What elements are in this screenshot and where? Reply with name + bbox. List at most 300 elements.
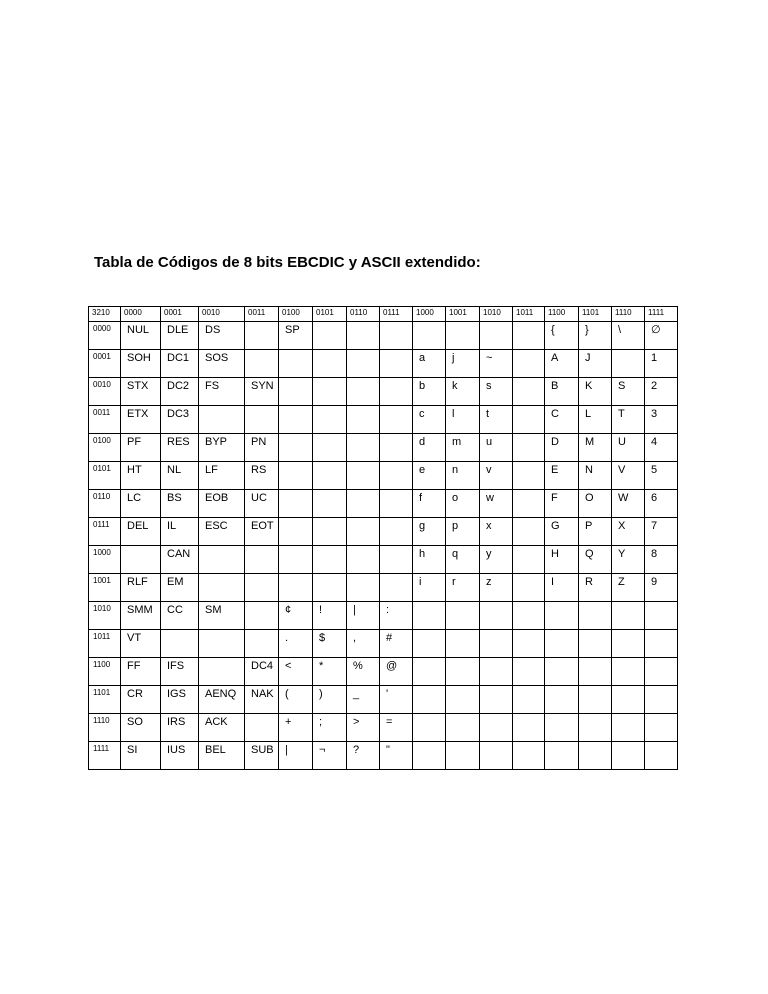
table-cell — [347, 434, 380, 462]
table-cell: IFS — [161, 658, 199, 686]
table-cell — [513, 686, 545, 714]
table-cell: ! — [313, 602, 347, 630]
table-cell — [579, 686, 612, 714]
table-cell: D — [545, 434, 579, 462]
table-cell — [480, 322, 513, 350]
table-cell: NAK — [245, 686, 279, 714]
row-header-cell: 0100 — [89, 434, 121, 462]
table-cell: n — [446, 462, 480, 490]
table-cell — [313, 490, 347, 518]
table-cell: 8 — [645, 546, 678, 574]
table-cell: CC — [161, 602, 199, 630]
table-row — [89, 574, 678, 602]
table-cell: v — [480, 462, 513, 490]
table-row — [89, 546, 678, 574]
table-cell: EOB — [199, 490, 245, 518]
table-cell: VT — [121, 630, 161, 658]
table-cell — [413, 322, 446, 350]
table-cell — [245, 546, 279, 574]
table-cell: CAN — [161, 546, 199, 574]
table-cell: H — [545, 546, 579, 574]
table-cell — [313, 378, 347, 406]
column-header-cell: 1010 — [480, 307, 513, 322]
table-cell: SUB — [245, 742, 279, 770]
table-cell — [380, 518, 413, 546]
table-cell: STX — [121, 378, 161, 406]
table-cell: L — [579, 406, 612, 434]
table-cell: ¢ — [279, 602, 313, 630]
table-cell: e — [413, 462, 446, 490]
table-cell: @ — [380, 658, 413, 686]
table-cell: EM — [161, 574, 199, 602]
row-header-cell: 0010 — [89, 378, 121, 406]
table-cell: IL — [161, 518, 199, 546]
table-cell: A — [545, 350, 579, 378]
table-cell — [513, 490, 545, 518]
table-row — [89, 742, 678, 770]
row-header-cell: 1101 — [89, 686, 121, 714]
table-cell: RES — [161, 434, 199, 462]
table-cell: x — [480, 518, 513, 546]
table-cell — [513, 462, 545, 490]
table-cell — [480, 630, 513, 658]
table-cell — [612, 658, 645, 686]
table-cell — [413, 630, 446, 658]
column-header-cell: 0011 — [245, 307, 279, 322]
table-cell: BEL — [199, 742, 245, 770]
table-row — [89, 434, 678, 462]
table-cell: EOT — [245, 518, 279, 546]
table-cell — [645, 658, 678, 686]
table-cell — [279, 546, 313, 574]
table-cell — [480, 602, 513, 630]
table-cell: b — [413, 378, 446, 406]
table-cell — [347, 462, 380, 490]
row-header-cell: 0111 — [89, 518, 121, 546]
table-cell: ) — [313, 686, 347, 714]
page-title: Tabla de Códigos de 8 bits EBCDIC y ASCII extendido: — [94, 254, 481, 271]
table-cell — [199, 574, 245, 602]
table-cell — [513, 378, 545, 406]
table-cell — [313, 434, 347, 462]
table-cell: ETX — [121, 406, 161, 434]
table-cell: s — [480, 378, 513, 406]
table-cell: ESC — [199, 518, 245, 546]
table-cell: z — [480, 574, 513, 602]
table-cell: K — [579, 378, 612, 406]
table-row — [89, 686, 678, 714]
row-header-cell: 0001 — [89, 350, 121, 378]
table-cell: h — [413, 546, 446, 574]
table-cell: PF — [121, 434, 161, 462]
table-cell — [645, 630, 678, 658]
table-cell: # — [380, 630, 413, 658]
row-header-cell: 1000 — [89, 546, 121, 574]
table-cell — [513, 714, 545, 742]
table-cell — [380, 350, 413, 378]
table-cell: O — [579, 490, 612, 518]
table-cell: m — [446, 434, 480, 462]
table-cell — [347, 378, 380, 406]
table-cell: { — [545, 322, 579, 350]
table-cell: % — [347, 658, 380, 686]
table-cell: ¬ — [313, 742, 347, 770]
table-cell — [413, 658, 446, 686]
table-cell — [313, 546, 347, 574]
table-cell — [313, 322, 347, 350]
table-cell — [513, 658, 545, 686]
table-row — [89, 630, 678, 658]
table-cell: y — [480, 546, 513, 574]
table-cell — [513, 518, 545, 546]
table-cell — [313, 462, 347, 490]
table-cell — [612, 630, 645, 658]
table-cell: f — [413, 490, 446, 518]
table-cell: p — [446, 518, 480, 546]
table-cell — [380, 546, 413, 574]
table-cell — [513, 322, 545, 350]
table-cell — [480, 658, 513, 686]
table-cell: 1 — [645, 350, 678, 378]
table-cell — [645, 686, 678, 714]
table-cell: Z — [612, 574, 645, 602]
table-cell — [313, 574, 347, 602]
table-cell: 3 — [645, 406, 678, 434]
table-cell — [612, 350, 645, 378]
table-cell — [612, 686, 645, 714]
table-cell: 7 — [645, 518, 678, 546]
column-header-cell: 0111 — [380, 307, 413, 322]
table-row — [89, 602, 678, 630]
table-cell: B — [545, 378, 579, 406]
table-cell: FF — [121, 658, 161, 686]
table-cell: 2 — [645, 378, 678, 406]
column-header-cell: 1101 — [579, 307, 612, 322]
column-header-cell: 1000 — [413, 307, 446, 322]
table-cell: NL — [161, 462, 199, 490]
table-cell — [513, 630, 545, 658]
table-cell — [446, 714, 480, 742]
table-cell: N — [579, 462, 612, 490]
table-cell: C — [545, 406, 579, 434]
table-cell — [513, 434, 545, 462]
table-cell: DEL — [121, 518, 161, 546]
table-row — [89, 658, 678, 686]
table-header-row — [89, 307, 678, 322]
table-cell: < — [279, 658, 313, 686]
row-header-cell: 1010 — [89, 602, 121, 630]
table-cell — [279, 406, 313, 434]
table-row — [89, 714, 678, 742]
table-cell — [579, 742, 612, 770]
table-cell — [347, 406, 380, 434]
table-cell: $ — [313, 630, 347, 658]
table-cell — [313, 406, 347, 434]
table-cell: R — [579, 574, 612, 602]
table-cell — [199, 546, 245, 574]
table-cell — [645, 742, 678, 770]
table-cell: F — [545, 490, 579, 518]
table-cell: DC1 — [161, 350, 199, 378]
table-cell: BS — [161, 490, 199, 518]
table-cell: DC3 — [161, 406, 199, 434]
table-cell — [313, 518, 347, 546]
table-cell — [380, 490, 413, 518]
table-cell: ' — [380, 686, 413, 714]
table-cell — [480, 686, 513, 714]
table-row — [89, 406, 678, 434]
table-cell — [380, 322, 413, 350]
table-cell: . — [279, 630, 313, 658]
table-cell — [645, 714, 678, 742]
table-cell — [279, 490, 313, 518]
column-header-cell: 1100 — [545, 307, 579, 322]
table-cell — [446, 742, 480, 770]
table-cell: PN — [245, 434, 279, 462]
table-cell — [545, 742, 579, 770]
table-cell: q — [446, 546, 480, 574]
table-cell: w — [480, 490, 513, 518]
table-cell: : — [380, 602, 413, 630]
row-header-cell: 1110 — [89, 714, 121, 742]
table-cell: SMM — [121, 602, 161, 630]
table-cell: SM — [199, 602, 245, 630]
table-cell — [579, 714, 612, 742]
table-cell: FS — [199, 378, 245, 406]
table-cell — [245, 714, 279, 742]
table-cell — [245, 406, 279, 434]
table-cell: | — [347, 602, 380, 630]
row-header-cell: 1001 — [89, 574, 121, 602]
table-cell — [513, 406, 545, 434]
column-header-cell: 0010 — [199, 307, 245, 322]
table-cell: ~ — [480, 350, 513, 378]
table-cell — [413, 714, 446, 742]
table-cell: DC2 — [161, 378, 199, 406]
table-cell — [579, 630, 612, 658]
table-row — [89, 518, 678, 546]
table-cell: a — [413, 350, 446, 378]
table-row — [89, 350, 678, 378]
table-cell — [579, 602, 612, 630]
table-cell: M — [579, 434, 612, 462]
row-header-cell: 0011 — [89, 406, 121, 434]
table-cell: E — [545, 462, 579, 490]
column-header-cell: 1001 — [446, 307, 480, 322]
column-header-cell: 0100 — [279, 307, 313, 322]
table-cell — [245, 350, 279, 378]
table-cell — [279, 350, 313, 378]
header-corner-cell: 3210 — [89, 307, 121, 322]
table-cell: SP — [279, 322, 313, 350]
table-cell — [279, 518, 313, 546]
column-header-cell: 0000 — [121, 307, 161, 322]
table-cell — [612, 742, 645, 770]
table-cell — [347, 350, 380, 378]
table-cell: k — [446, 378, 480, 406]
table-cell — [446, 322, 480, 350]
table-cell: j — [446, 350, 480, 378]
table-cell — [513, 742, 545, 770]
table-cell — [612, 602, 645, 630]
table-cell — [545, 630, 579, 658]
table-cell: J — [579, 350, 612, 378]
table-cell — [513, 546, 545, 574]
table-cell — [612, 714, 645, 742]
table-cell: g — [413, 518, 446, 546]
column-header-cell: 0110 — [347, 307, 380, 322]
table-cell: DLE — [161, 322, 199, 350]
table-cell — [121, 546, 161, 574]
table-cell — [380, 574, 413, 602]
table-cell — [245, 602, 279, 630]
table-cell: u — [480, 434, 513, 462]
table-cell: ( — [279, 686, 313, 714]
table-cell: IRS — [161, 714, 199, 742]
table-cell: SI — [121, 742, 161, 770]
table-cell: V — [612, 462, 645, 490]
table-cell: d — [413, 434, 446, 462]
table-cell: IUS — [161, 742, 199, 770]
table-cell: S — [612, 378, 645, 406]
row-header-cell: 1111 — [89, 742, 121, 770]
table-cell: DC4 — [245, 658, 279, 686]
table-cell: X — [612, 518, 645, 546]
column-header-cell: 1011 — [513, 307, 545, 322]
table-cell — [545, 658, 579, 686]
table-cell — [413, 686, 446, 714]
table-row — [89, 490, 678, 518]
table-cell: ? — [347, 742, 380, 770]
table-cell: c — [413, 406, 446, 434]
table-cell — [413, 742, 446, 770]
table-cell — [380, 434, 413, 462]
table-cell — [380, 406, 413, 434]
table-cell — [347, 546, 380, 574]
table-cell: i — [413, 574, 446, 602]
table-cell: RS — [245, 462, 279, 490]
table-cell — [380, 462, 413, 490]
table-cell — [446, 686, 480, 714]
table-cell: = — [380, 714, 413, 742]
table-cell: ; — [313, 714, 347, 742]
table-cell: W — [612, 490, 645, 518]
row-header-cell: 1011 — [89, 630, 121, 658]
table-cell: Y — [612, 546, 645, 574]
table-cell — [446, 658, 480, 686]
table-cell: BYP — [199, 434, 245, 462]
table-cell — [545, 602, 579, 630]
table-cell: 4 — [645, 434, 678, 462]
table-cell: _ — [347, 686, 380, 714]
table-cell — [579, 658, 612, 686]
table-cell: * — [313, 658, 347, 686]
column-header-cell: 0101 — [313, 307, 347, 322]
table-cell: G — [545, 518, 579, 546]
table-cell: RLF — [121, 574, 161, 602]
table-cell: UC — [245, 490, 279, 518]
table-cell: HT — [121, 462, 161, 490]
table-cell — [545, 714, 579, 742]
table-cell: ACK — [199, 714, 245, 742]
table-cell: SYN — [245, 378, 279, 406]
column-header-cell: 1111 — [645, 307, 678, 322]
table-cell — [347, 322, 380, 350]
table-cell — [279, 434, 313, 462]
table-cell — [645, 602, 678, 630]
table-cell: NUL — [121, 322, 161, 350]
table-cell: SO — [121, 714, 161, 742]
table-cell — [279, 574, 313, 602]
table-cell: o — [446, 490, 480, 518]
table-cell: Q — [579, 546, 612, 574]
table-cell: SOS — [199, 350, 245, 378]
table-cell: 9 — [645, 574, 678, 602]
table-cell: + — [279, 714, 313, 742]
table-cell: I — [545, 574, 579, 602]
table-cell — [446, 630, 480, 658]
table-cell — [199, 630, 245, 658]
table-cell — [245, 322, 279, 350]
table-cell — [446, 602, 480, 630]
table-cell: LF — [199, 462, 245, 490]
table-cell: } — [579, 322, 612, 350]
table-cell — [279, 462, 313, 490]
table-cell — [513, 574, 545, 602]
table-cell — [513, 602, 545, 630]
table-cell — [347, 518, 380, 546]
table-cell — [199, 406, 245, 434]
table-cell: > — [347, 714, 380, 742]
table-row — [89, 378, 678, 406]
table-cell — [545, 686, 579, 714]
row-header-cell: 0110 — [89, 490, 121, 518]
table-row — [89, 322, 678, 350]
table-cell: SOH — [121, 350, 161, 378]
table-cell: AENQ — [199, 686, 245, 714]
table-cell: \ — [612, 322, 645, 350]
table-cell — [380, 378, 413, 406]
table-cell: P — [579, 518, 612, 546]
column-header-cell: 1110 — [612, 307, 645, 322]
table-cell — [279, 378, 313, 406]
table-cell — [161, 630, 199, 658]
table-cell: ∅ — [645, 322, 678, 350]
table-cell — [347, 490, 380, 518]
table-cell — [245, 630, 279, 658]
table-cell: r — [446, 574, 480, 602]
table-cell — [313, 350, 347, 378]
table-cell: t — [480, 406, 513, 434]
row-header-cell: 1100 — [89, 658, 121, 686]
table-cell — [413, 602, 446, 630]
table-cell: U — [612, 434, 645, 462]
table-cell — [480, 714, 513, 742]
table-cell: CR — [121, 686, 161, 714]
table-cell: | — [279, 742, 313, 770]
table-cell — [513, 350, 545, 378]
table-cell — [245, 574, 279, 602]
table-cell — [347, 574, 380, 602]
table-cell: , — [347, 630, 380, 658]
table-cell: " — [380, 742, 413, 770]
table-cell — [480, 742, 513, 770]
table-cell: IGS — [161, 686, 199, 714]
table-cell — [199, 658, 245, 686]
row-header-cell: 0101 — [89, 462, 121, 490]
table-cell: 6 — [645, 490, 678, 518]
ebcdic-ascii-table — [88, 306, 678, 770]
